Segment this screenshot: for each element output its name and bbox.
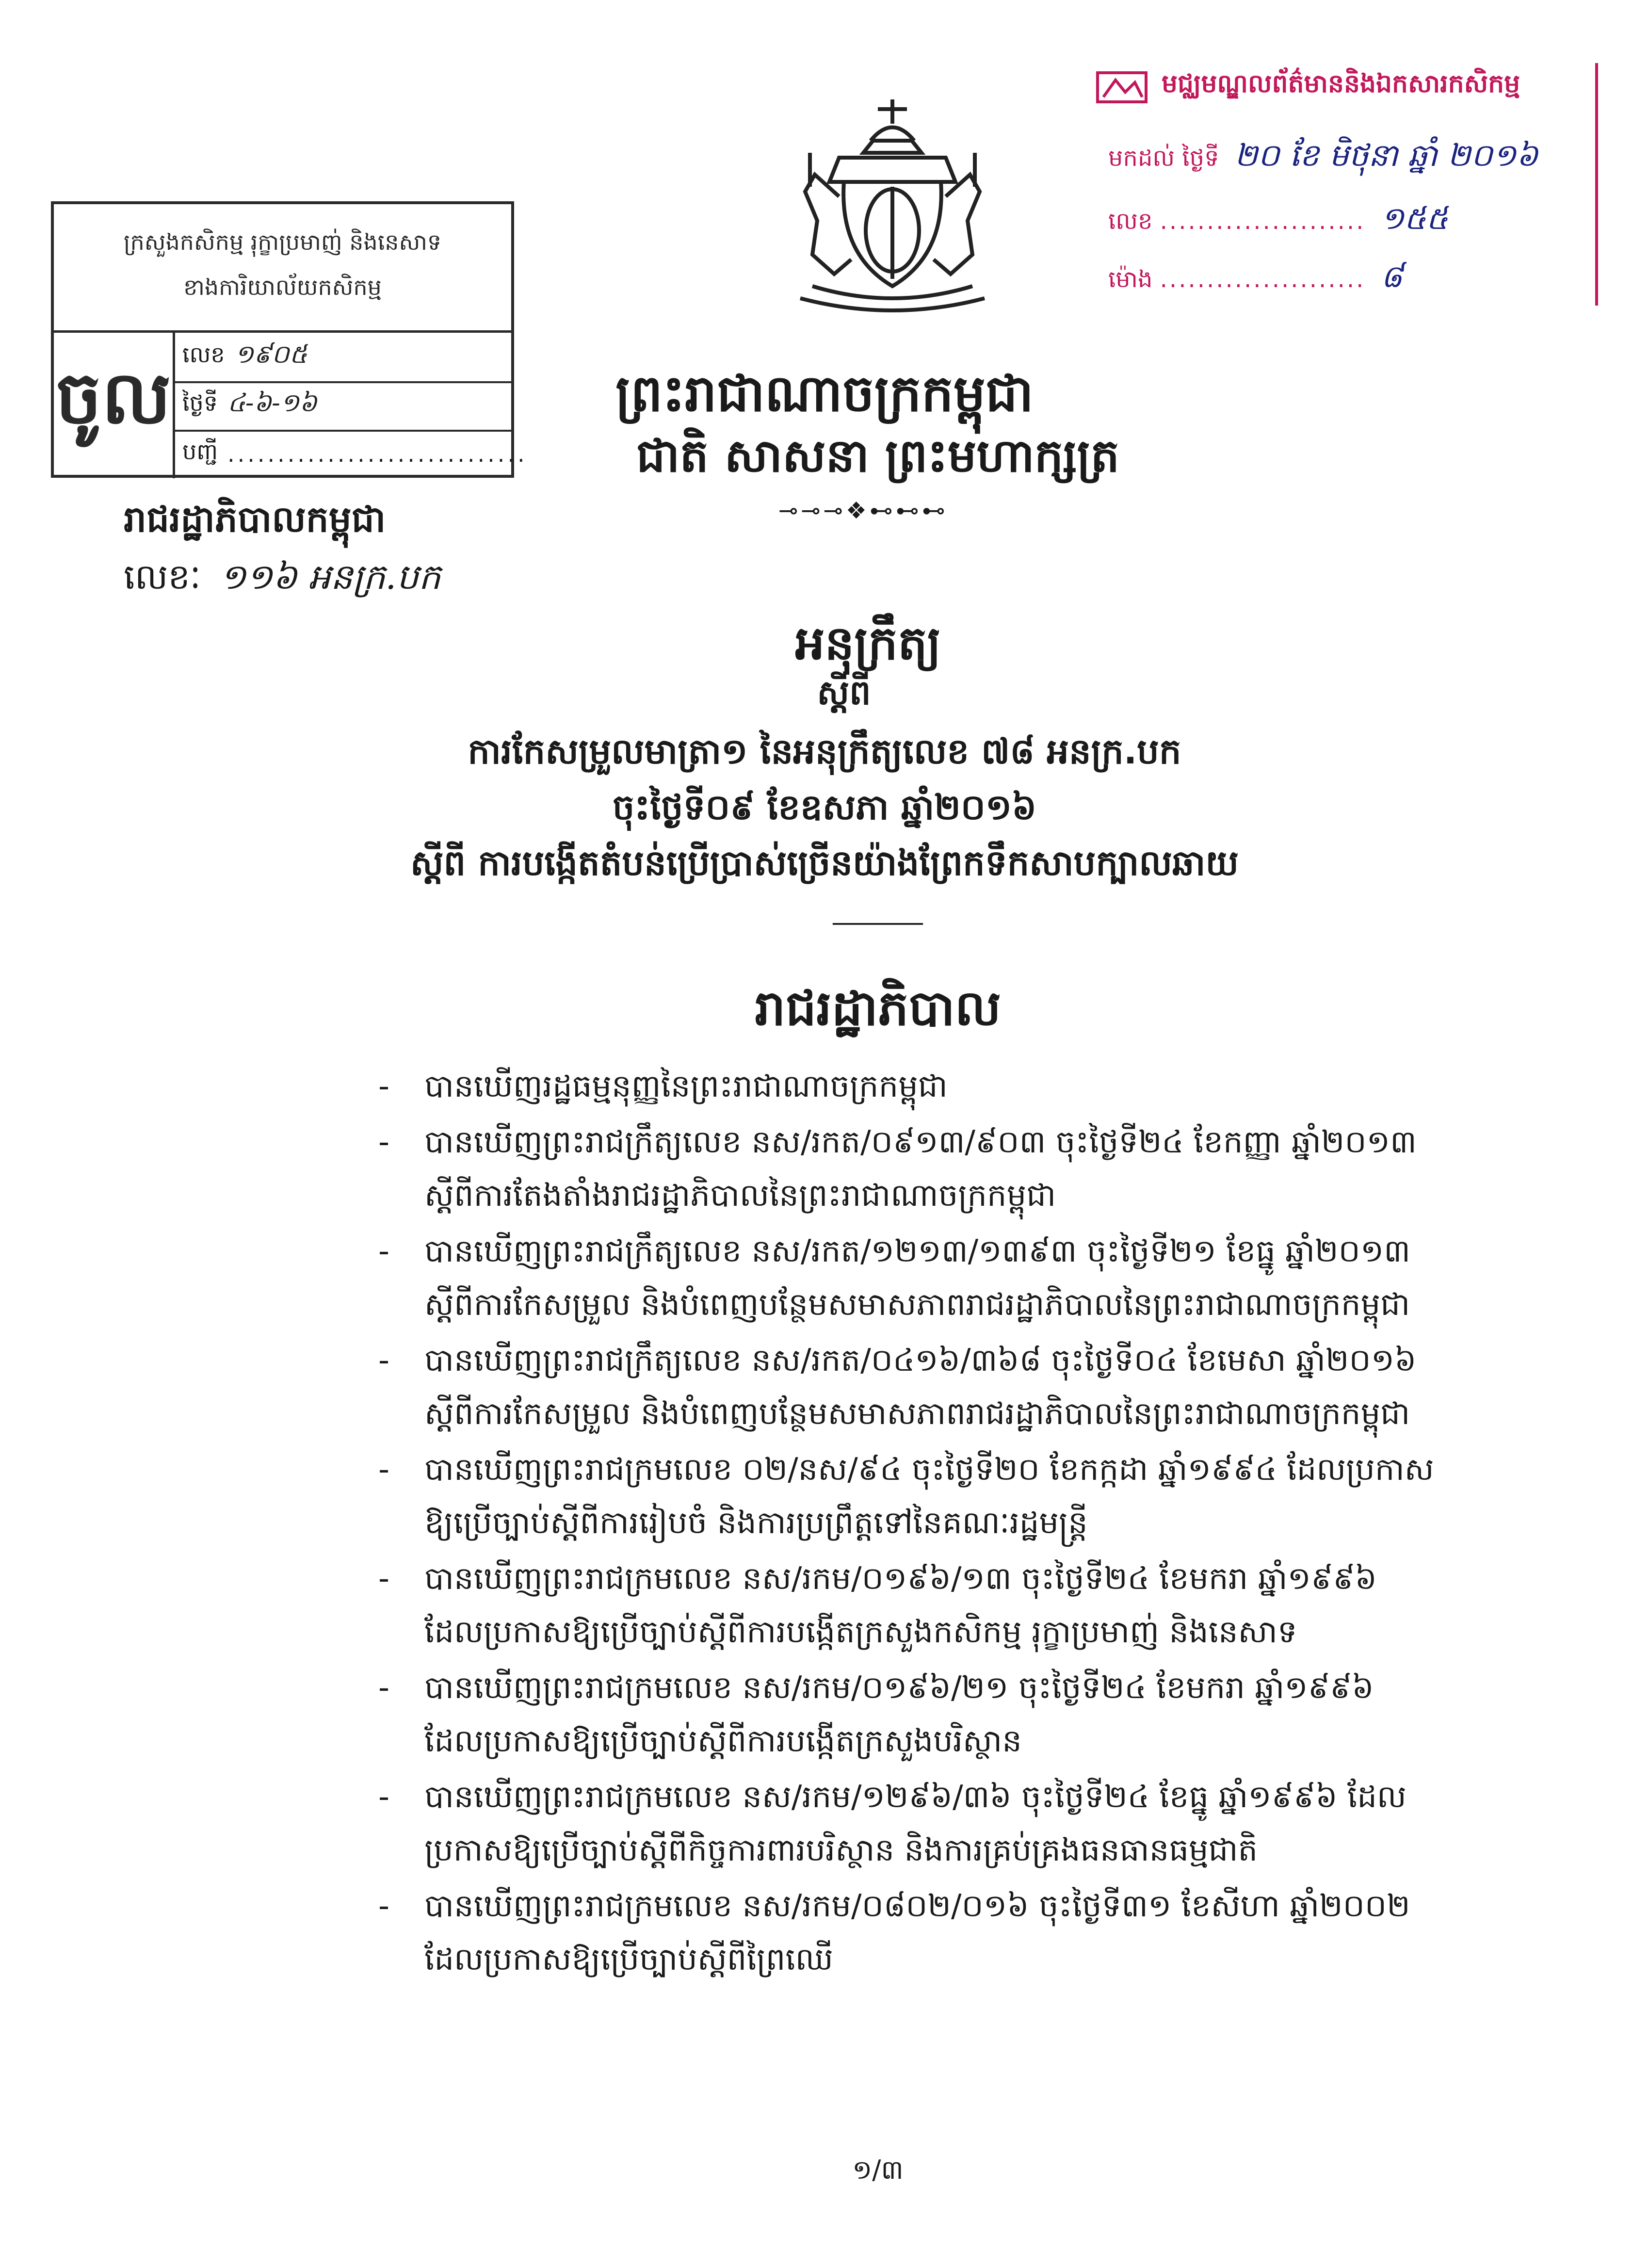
archive-number-label: លេខ [1108,208,1153,235]
issuer-reference-value: ១១៦ អនក្រ.បក [219,556,441,597]
archive-number-value: ១៥៥ [1380,201,1448,237]
archive-logo-icon [1094,63,1152,112]
stamp-ministry: ក្រសួងកសិកម្ម រុក្ខាប្រមាញ់ និងនេសាទ [123,229,442,255]
kingdom-title: ព្រះរាជាណាចក្រកម្ពុជា [615,364,1034,423]
archive-received-value: ២០ ខែ មិថុនា ឆ្នាំ ២០១៦ [1234,138,1538,174]
page-number: ១/៣ [852,2155,904,2185]
title-divider: ─────── [833,912,923,937]
archive-stamp [1094,63,1598,306]
stamp-date-value: ៤-៦-១៦ [227,389,317,418]
motto-ornament: ⊸⊸⊸❖⊷⊷⊷ [778,497,948,524]
stamp-register-label: បញ្ជី [182,438,218,465]
archive-time-row: ម៉ោង ...................... ៨ [1108,259,1403,295]
stamp-header [54,204,511,333]
royal-coat-of-arms-icon [766,95,1018,347]
archive-received-label: មកដល់ ថ្ងៃទី [1108,145,1219,172]
archive-number-row: លេខ ...................... ១៥៥ [1108,201,1448,237]
archive-received-row [1108,136,1538,181]
stamp-number-value: ១៩០៥ [234,340,307,369]
issuer-reference [124,555,441,606]
archive-time-value: ៨ [1380,259,1403,295]
archive-stamp-title: មជ្ឈមណ្ឌលព័ត៌មាននិងឯកសារកសិកម្ម [1162,69,1520,98]
title-about: ស្តីពី [817,673,871,713]
title-line-2: ចុះថ្ងៃទី០៩ ខែឧសភា ឆ្នាំ២០១៦ [612,787,1037,827]
stamp-number-label: លេខ [182,341,225,368]
title-line-1: ការកែសម្រួលមាត្រា១ នៃអនុក្រឹត្យលេខ ៧៨ អនក្រ.បក [468,731,1181,772]
national-motto: ជាតិ សាសនា ព្រះមហាក្សត្រ [636,430,1120,483]
issuer-reference-label: លេខៈ [124,556,201,597]
stamp-register-row: បញ្ជី .............................. [173,430,511,478]
stamp-border-line [1595,63,1598,306]
issuer-name: រាជរដ្ឋាភិបាលកម្ពុជា [124,499,386,540]
document-type: អនុក្រឹត្យ [795,616,941,670]
archive-time-label: ម៉ោង [1108,266,1153,293]
government-heading: រាជរដ្ឋាភិបាល [755,980,1001,1037]
stamp-in-label: ចូល [54,333,175,478]
stamp-date-label: ថ្ងៃទី [182,389,218,416]
title-line-3: ស្តីពី ការបង្កើតតំបន់ប្រើប្រាស់ច្រើនយ៉ាងព្រែកទឹកសាបក្បាលឆាយ [410,842,1239,883]
stamp-office: ខាងការិយាល័យកសិកម្ម [183,274,382,300]
